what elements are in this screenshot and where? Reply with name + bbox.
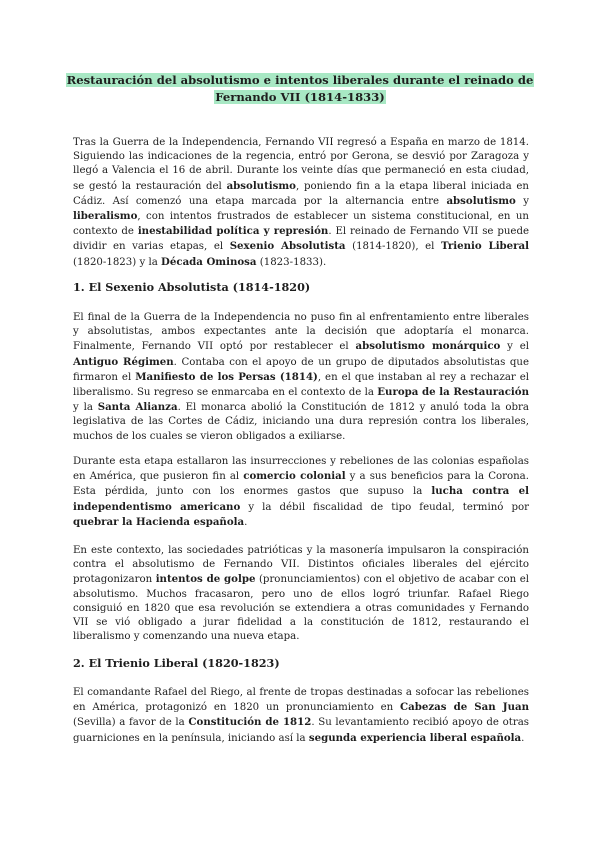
intro-paragraph: Tras la Guerra de la Independencia, Fernando VII regresó a España en marzo de 1814. Siguiendo las indicaciones de la regencia, entró por Gerona, se desvió por Zaragoza y llegó a Valencia el 16 de abril. Durante los veinte días que permaneció en esta ciudad, se gestó la restauración del absolutismo, poniendo fin a la etapa liberal iniciada en Cádiz. Así comenzó una etapa marcada por la alternancia entre absolutismo y liberalismo, con intentos frustrados de establecer un sistema constitucional, en un contexto de inestabilidad política y represión. El reinado de Fernando VII se puede dividir en varias etapas, el Sexenio Absolutista (1814-1820), el Trienio Liberal (1820-1823) y la Década Ominosa (1823-1833). <box>73 137 530 268</box>
section-2-paragraph-1: El comandante Rafael del Riego, al frente de tropas destinadas a sofocar las rebeliones en América, protagonizó en 1820 un pronunciamiento en Cabezas de San Juan (Sevilla) a favor de la Constitución de 1812. Su levantamiento recibió apoyo de otras guarniciones en la península, iniciando así la segunda experiencia liberal española. <box>73 687 530 744</box>
section-2-heading: 2. El Trienio Liberal (1820-1823) <box>73 656 280 670</box>
document-title <box>60 72 540 106</box>
intro-section <box>73 136 529 270</box>
title-line-1: Restauración del absolutismo e intentos liberales durante el reinado de <box>66 73 534 87</box>
section-1-heading: 1. El Sexenio Absolutista (1814-1820) <box>73 280 311 294</box>
title-line-2: Fernando VII (1814-1833) <box>215 90 385 104</box>
section-1-paragraph-3: En este contexto, las sociedades patrióticas y la masonería impulsaron la conspiración contra el absolutismo de Fernando VII. Distintos oficiales liberales del ejército protagonizaron intentos de golpe (pronunciamientos) con el objetivo de acabar con el absolutismo. Muchos fracasaron, pero uno de ellos logró triunfar. Rafael Riego consiguió en 1820 que esa revolución se extendiera a otras comunidades y Fernando VII se vió obligado a jurar fidelidad a la constitución de 1812, restaurando el liberalismo y comenzando una nueva etapa. <box>73 545 529 643</box>
section-1-paragraph-2: Durante esta etapa estallaron las insurrecciones y rebeliones de las colonias españolas en América, que pusieron fin al comercio colonial y a sus beneficios para la Corona. Esta pérdida, junto con los enormes gastos que supuso la lucha contra el independentismo americano y la débil fiscalidad de tipo feudal, terminó por quebrar la Hacienda española. <box>73 456 529 528</box>
section-1-paragraph-1: El final de la Guerra de la Independencia no puso fin al enfrentamiento entre liberales y absolutistas, ambos expectantes ante la decisión que adoptaría el monarca. Finalmente, Fernando VII optó por restablecer el absolutismo monárquico y el Antiguo Régimen. Contaba con el apoyo de un grupo de diputados absolutistas que firmaron el Manifiesto de los Persas (1814), en el que instaban al rey a rechazar el liberalismo. Su regreso se enmarcaba en el contexto de la Europa de la Restauración y la Santa Alianza. El monarca abolió la Constitución de 1812 y anuló toda la obra legislativa de las Cortes de Cádiz, iniciando una dura represión contra los liberales, muchos de los cuales se vieron obligados a exiliarse. <box>73 312 530 442</box>
